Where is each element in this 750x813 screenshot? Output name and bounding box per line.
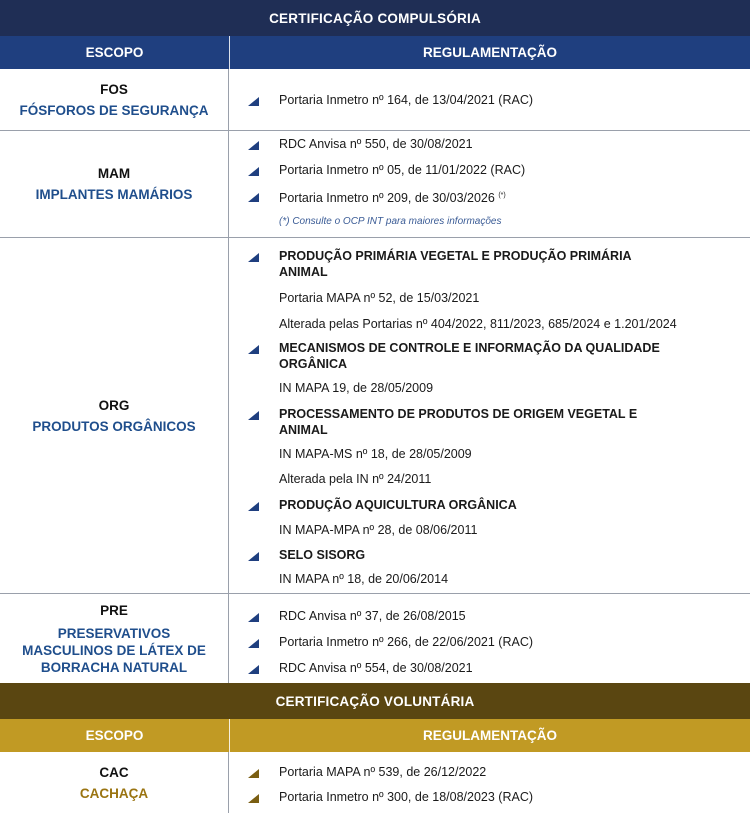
triangle-bullet-icon [248,769,259,778]
triangle-bullet-icon [248,794,259,803]
triangle-bullet-icon [248,665,259,674]
scope-cell [0,752,229,813]
triangle-bullet-icon [248,141,259,150]
scope-code: FOS [100,81,128,97]
footnote-mark: (*) [498,192,506,199]
scope-code: MAM [97,166,131,181]
col-regulation-header: REGULAMENTAÇÃO [423,728,557,743]
triangle-bullet-icon [248,502,259,511]
col-scope-header: ESCOPO [0,719,230,752]
row-fos: FOS FÓSFOROS DE SEGURANÇA Portaria Inmetro nº 164, de 13/04/2021 (RAC) [0,69,750,131]
regulation-line: IN MAPA-MPA nº 28, de 08/06/2011 [279,523,478,537]
row-pre: PRE PRESERVATIVOS MASCULINOS DE LÁTEX DE BORRACHA NATURAL RDC Anvisa nº 37, de 26/08/2015 Portaria Inmetro nº 266, de 22/06/2021 (RAC) RDC Anvisa nº 554, de 30/08/2021 [0,594,750,683]
col-scope-header: ESCOPO [0,36,230,69]
row-cac: CAC CACHAÇA Portaria MAPA nº 539, de 26/12/2022 Portaria Inmetro nº 300, de 18/08/2023 (RAC) [0,752,750,813]
regulation-line: IN MAPA 19, de 28/05/2009 [279,381,434,395]
footnote: (*) Consulte o OCP INT para maiores informações [279,216,502,227]
voluntary-title: CERTIFICAÇÃO VOLUNTÁRIA [0,683,750,719]
scope-name: IMPLANTES MAMÁRIOS [35,187,193,202]
scope-cell [0,594,229,683]
regulation-line: Alterada pela IN nº 24/2011 [279,472,432,486]
triangle-bullet-icon [248,193,259,202]
scope-name: PRESERVATIVOS MASCULINOS DE LÁTEX DE BORRACHA NATURAL [22,625,206,675]
regulation-line: Alterada pelas Portarias nº 404/2022, 811/2023, 685/2024 e 1.201/2024 [279,317,677,331]
triangle-bullet-icon [248,97,259,106]
triangle-bullet-icon [248,639,259,648]
col-regulation-header: REGULAMENTAÇÃO [423,45,557,60]
compulsory-header [0,36,750,69]
scope-cell [0,131,229,237]
triangle-bullet-icon [248,253,259,262]
triangle-bullet-icon [248,345,259,354]
regulation-line: IN MAPA-MS nº 18, de 28/05/2009 [279,447,472,461]
scope-code: CAC [99,764,129,780]
compulsory-title: CERTIFICAÇÃO COMPULSÓRIA [0,0,750,36]
regulation-line: IN MAPA nº 18, de 20/06/2014 [279,572,449,586]
scope-code: ORG [98,397,130,413]
scope-name: PRODUTOS ORGÂNICOS [32,418,196,434]
triangle-bullet-icon [248,411,259,420]
scope-code: PRE [100,602,128,618]
scope-cell [0,238,229,593]
scope-name: CACHAÇA [79,785,149,801]
triangle-bullet-icon [248,552,259,561]
triangle-bullet-icon [248,613,259,622]
row-org: ORG PRODUTOS ORGÂNICOS PRODUÇÃO PRIMÁRIA VEGETAL E PRODUÇÃO PRIMÁRIA ANIMAL Portaria MAPA nº 52, de 15/03/2021 Alterada pelas Portarias nº 404/2022, 811/2023, 685/2024 e 1.201/2024 MECANISMOS DE CONTROLE E INFORMAÇÃO DA QUALIDADE ORGÂNICA IN MAPA 19, de 28/05/2009 PROCESSAMENTO DE PRODUTOS DE ORIGEM VEGETAL E ANIMAL IN MAPA-MS nº 18, de 28/05/2009 Alterada pela IN nº 24/2011 PRODUÇÃO AQUICULTURA ORGÂNICA IN MAPA-MPA nº 28, de 08/06/2011 SELO SISORG IN MAPA nº 18, de 20/06/2014 [0,238,750,594]
voluntary-header [0,719,750,752]
regulation-line: Portaria MAPA nº 52, de 15/03/2021 [279,291,480,305]
scope-name: FÓSFOROS DE SEGURANÇA [19,102,209,118]
scope-cell [0,69,229,130]
row-mam: MAM IMPLANTES MAMÁRIOS RDC Anvisa nº 550, de 30/08/2021 Portaria Inmetro nº 05, de 11/01/2022 (RAC) Portaria Inmetro nº 209, de 30/03/2026 (*) (*) Consulte o OCP INT para maiores informações [0,131,750,238]
triangle-bullet-icon [248,167,259,176]
